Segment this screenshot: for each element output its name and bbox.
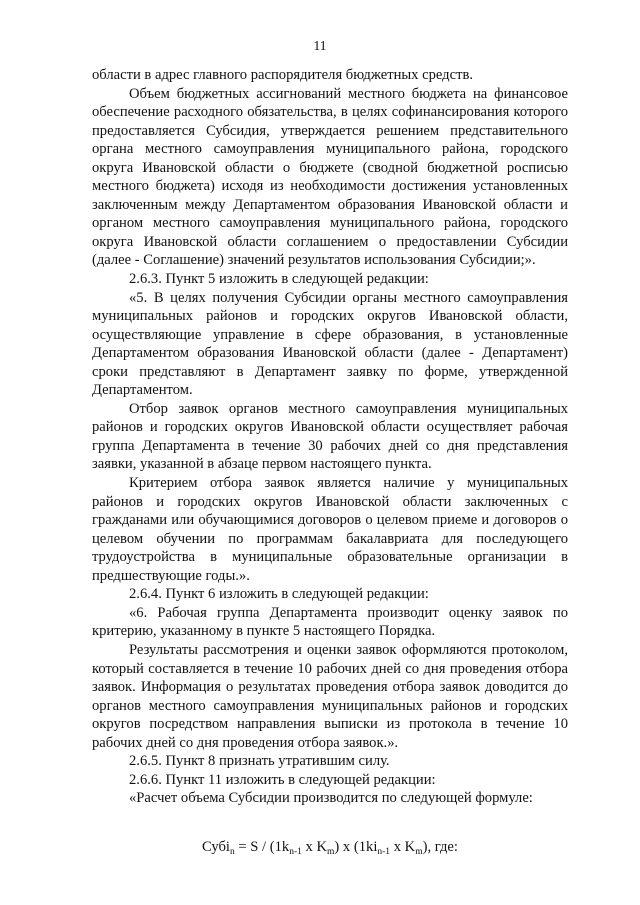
document-body [92, 66, 568, 856]
formula-part: ) x (1ki [334, 838, 378, 855]
paragraph: 2.6.3. Пункт 5 изложить в следующей редакции: [129, 271, 429, 288]
formula-part: x K [390, 838, 416, 855]
formula-lhs: Субi [202, 838, 230, 855]
paragraph: «5. В целях получения Субсидии органы местного самоуправления муниципальных районов и городских округов Ивановской области, осуществляющие управление в сфере образования, в установленные Департаментом образования Ивановской области (далее - Департамент) сроки представляют в Департамент заявку по форме, утвержденной Департаментом. [92, 289, 568, 399]
paragraph: Отбор заявок органов местного самоуправления муниципальных районов и городских округов Ивановской области осуществляет рабочая группа Департамента в течение 30 рабочих дней со дня представления заявки, указанной в абзаце первом настоящего пункта. [92, 400, 568, 473]
formula-subscript: n-1 [377, 846, 391, 857]
formula-part: ), где: [422, 838, 458, 855]
paragraph: Результаты рассмотрения и оценки заявок оформляются протоколом, который составляется в течение 10 рабочих дней со дня проведения отбора заявок. Информация о результатах проведения отбора заявок доводится до органов местного самоуправления муниципальных районов и городских округов посредством направления выписки из протокола в течение 10 рабочих дней со дня проведения отбора заявок.». [92, 641, 568, 751]
formula-subscript: n [230, 846, 235, 857]
paragraph: «Расчет объема Субсидии производится по следующей формуле: [129, 790, 533, 807]
paragraph: области в адрес главного распорядителя бюджетных средств. [92, 67, 474, 83]
paragraph: «6. Рабочая группа Департамента производит оценку заявок по критерию, указанному в пункте 5 настоящего Порядка. [92, 604, 568, 640]
paragraph: 2.6.4. Пункт 6 изложить в следующей редакции: [129, 586, 429, 603]
paragraph: Критерием отбора заявок является наличие у муниципальных районов и городских округов Ивановской области заключенных с гражданами или обучающимися договоров о целевом приеме и договоров о целевом обучении по программам бакалавриата для последующего трудоустройства в муниципальные образовательные организации в предшествующие годы.». [92, 475, 568, 584]
formula-subscript: m [327, 846, 335, 857]
formula-part: = S / (1k [234, 838, 290, 855]
formula-subscript: n-1 [289, 846, 302, 857]
paragraph: 2.6.5. Пункт 8 признать утратившим силу. [129, 753, 390, 770]
page-number: 11 [313, 38, 327, 53]
formula-part: x K [301, 838, 328, 855]
formula-subscript: m [415, 846, 423, 857]
paragraph: Объем бюджетных ассигнований местного бюджета на финансовое обеспечение расходного обязательства, в целях софинансирования которого предоставляется Субсидия, утверждается решением представительного органа местного самоуправления муниципального района, городского округа Ивановской области о бюджете (сводной бюджетной росписью местного бюджета) исходя из необходимости достижения установленных заключенным между Департаментом образования Ивановской области и органом местного самоуправления муниципального района, городского округа Ивановской области соглашением о предоставлении Субсидии (далее - Соглашение) значений результатов использования Субсидии;». [92, 85, 568, 269]
subsidy-formula [92, 838, 568, 857]
paragraph: 2.6.6. Пункт 11 изложить в следующей редакции: [129, 771, 436, 788]
